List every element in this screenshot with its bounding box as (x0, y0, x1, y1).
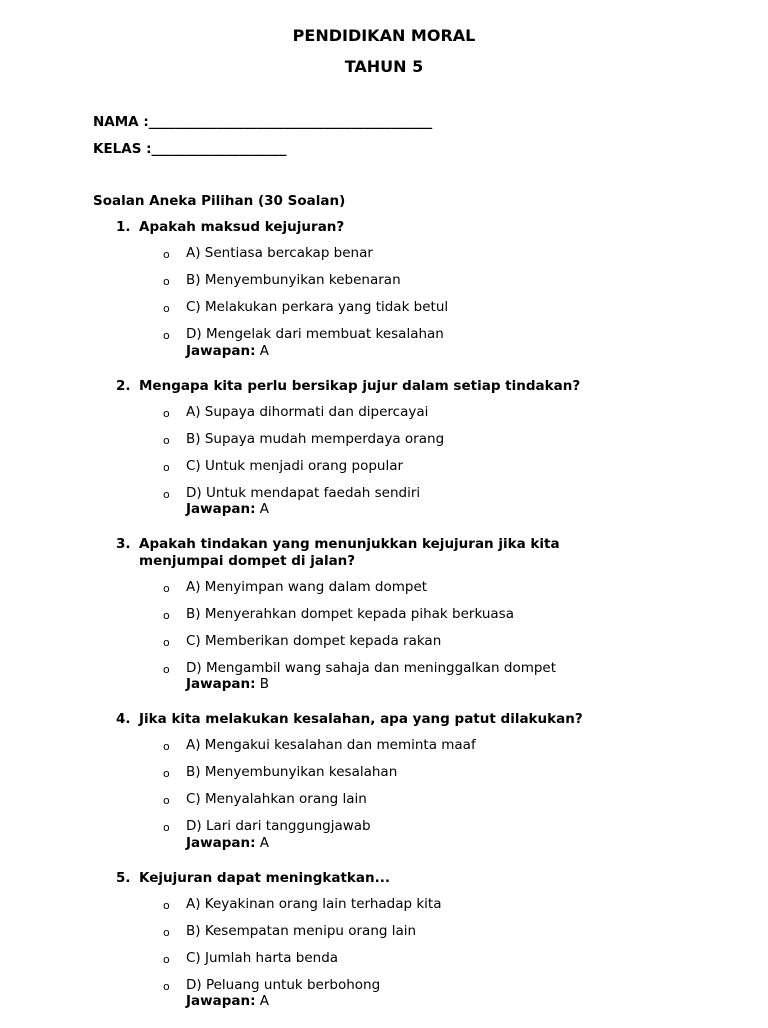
option-text: A) Mengakui kesalahan dan meminta maaf (186, 737, 476, 753)
document-subtitle: TAHUN 5 (344, 57, 424, 76)
answer-line (186, 993, 768, 1010)
circle-bullet-icon: o (163, 952, 170, 966)
question-list (0, 219, 768, 1028)
section-title: Soalan Aneka Pilihan (30 Soalan) (93, 193, 346, 209)
question-text: Apakah tindakan yang menunjukkan kejujuran jika kita menjumpai dompet di jalan? (139, 536, 560, 569)
option-item (0, 818, 768, 835)
question-number: 5. (116, 869, 131, 886)
option-item (0, 791, 768, 808)
option-text: B) Kesempatan menipu orang lain (186, 922, 417, 939)
circle-bullet-icon: o (163, 248, 170, 261)
option-item (0, 977, 768, 994)
circle-bullet-icon: o (163, 740, 170, 753)
option-item (0, 633, 768, 650)
option-list (0, 896, 768, 994)
option-item (0, 660, 768, 677)
document-title: PENDIDIKAN MORAL (292, 26, 476, 45)
option-list (0, 579, 768, 677)
circle-bullet-icon: o (163, 460, 170, 474)
option-item (0, 485, 768, 502)
circle-bullet-icon: o (163, 329, 170, 342)
option-text: A) Keyakinan orang lain terhadap kita (186, 895, 442, 912)
circle-bullet-icon: o (163, 925, 170, 939)
answer-value: B (259, 676, 270, 692)
question-item (0, 536, 768, 693)
answer-value: A (259, 993, 270, 1009)
option-item (0, 606, 768, 623)
circle-bullet-icon: o (163, 275, 170, 288)
option-text: D) Peluang untuk berbohong (186, 976, 381, 993)
option-item (0, 923, 768, 940)
question-item (0, 378, 768, 519)
question-text: Kejujuran dapat meningkatkan... (139, 869, 390, 886)
option-item (0, 245, 768, 262)
option-text: D) Lari dari tanggungjawab (186, 818, 371, 834)
answer-value: A (259, 834, 270, 851)
option-text: C) Untuk menjadi orang popular (186, 457, 404, 474)
option-text: B) Menyembunyikan kebenaran (186, 272, 401, 288)
option-text: B) Menyerahkan dompet kepada pihak berkuasa (186, 605, 514, 622)
circle-bullet-icon: o (163, 302, 170, 315)
circle-bullet-icon: o (163, 487, 170, 501)
option-text: A) Supaya dihormati dan dipercayai (186, 403, 429, 420)
circle-bullet-icon: o (163, 635, 170, 649)
question-item (0, 870, 768, 1011)
answer-line (186, 835, 768, 852)
question-text: Apakah maksud kejujuran? (139, 219, 345, 235)
question-number: 3. (116, 536, 131, 552)
option-list (0, 404, 768, 502)
option-item (0, 896, 768, 913)
question-item (0, 219, 768, 360)
option-item (0, 326, 768, 343)
circle-bullet-icon: o (163, 581, 170, 595)
option-text: A) Menyimpan wang dalam dompet (186, 578, 428, 595)
option-text: D) Mengelak dari membuat kesalahan (186, 326, 444, 342)
option-text: C) Menyalahkan orang lain (186, 791, 367, 807)
question-number: 2. (116, 377, 131, 394)
circle-bullet-icon: o (163, 821, 170, 834)
option-item (0, 404, 768, 421)
option-text: D) Mengambil wang sahaja dan meninggalkan dompet (186, 659, 557, 676)
circle-bullet-icon: o (163, 979, 170, 993)
option-text: B) Supaya mudah memperdaya orang (186, 430, 445, 447)
option-text: C) Jumlah harta benda (186, 949, 339, 966)
option-text: C) Melakukan perkara yang tidak betul (186, 299, 449, 315)
nama-field: NAMA :__________________________________________ (93, 114, 433, 130)
question-number: 1. (116, 219, 131, 235)
option-item (0, 579, 768, 596)
answer-line (186, 501, 768, 518)
question-item (0, 711, 768, 852)
circle-bullet-icon: o (163, 767, 170, 780)
answer-label: Jawapan: (186, 501, 256, 517)
option-list (0, 737, 768, 835)
option-item (0, 458, 768, 475)
option-item (0, 299, 768, 316)
option-text: B) Menyembunyikan kesalahan (186, 764, 398, 780)
option-list (0, 245, 768, 343)
question-text: Mengapa kita perlu bersikap jujur dalam setiap tindakan? (139, 377, 581, 394)
circle-bullet-icon: o (163, 406, 170, 420)
option-text: A) Sentiasa bercakap benar (186, 245, 373, 261)
answer-value: A (259, 501, 270, 517)
kelas-field: KELAS :____________________ (93, 141, 287, 157)
option-item (0, 737, 768, 754)
answer-label: Jawapan: (186, 993, 256, 1009)
option-text: C) Memberikan dompet kepada rakan (186, 632, 442, 649)
answer-label: Jawapan: (186, 342, 256, 359)
option-item (0, 950, 768, 967)
circle-bullet-icon: o (163, 662, 170, 676)
circle-bullet-icon: o (163, 433, 170, 447)
circle-bullet-icon: o (163, 608, 170, 622)
question-text: Jika kita melakukan kesalahan, apa yang patut dilakukan? (139, 711, 583, 727)
answer-label: Jawapan: (186, 676, 256, 692)
circle-bullet-icon: o (163, 794, 170, 807)
answer-value: A (259, 342, 270, 359)
circle-bullet-icon: o (163, 898, 170, 912)
answer-line (186, 676, 768, 693)
option-item (0, 764, 768, 781)
answer-line (186, 343, 768, 360)
question-number: 4. (116, 711, 131, 727)
option-item (0, 272, 768, 289)
option-text: D) Untuk mendapat faedah sendiri (186, 484, 421, 501)
answer-label: Jawapan: (186, 834, 256, 851)
option-item (0, 431, 768, 448)
